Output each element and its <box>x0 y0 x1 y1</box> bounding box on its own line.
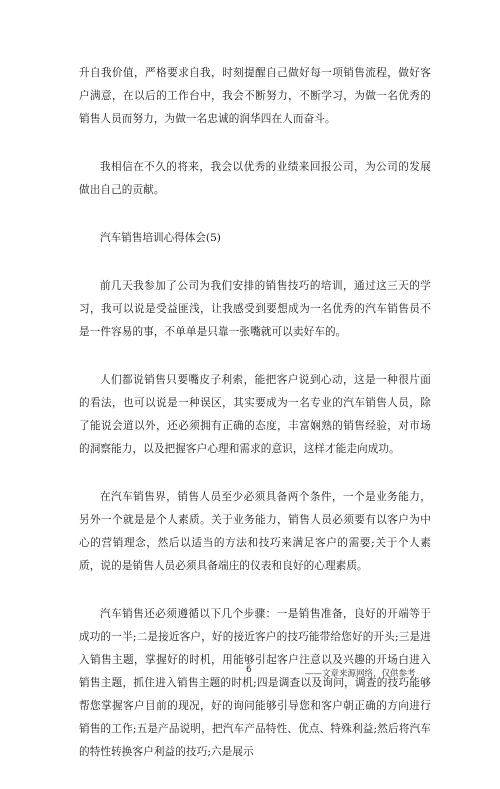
paragraph-sales-misconception: 人们都说销售只要嘴皮子利索，能把客户说到心动，这是一种很片面的看法，也可以说是一种误区，其实要成为一名专业的汽车销售人员，除了能说会道以外，还必须拥有正确的态度，丰富娴熟的销售经验，对市场的洞察能力，以及把握客户心理和需求的意识，这样才能走向成功。 <box>79 374 431 455</box>
paragraph-training-intro: 前几天我参加了公司为我们安排的销售技巧的培训，通过这三天的学习，我可以说是受益匪浅，让我感受到要想成为一名优秀的汽车销售员不是一件容易的事，不单单是只靠一张嘴就可以卖好车的。 <box>79 280 431 338</box>
footer-source-note: ——文章来源网络，仅供参考 <box>305 669 416 679</box>
page-footer <box>0 665 500 685</box>
page-number: 6 <box>246 665 252 675</box>
paragraph-commitment: 我相信在不久的将来，我会以优秀的业绩来回报公司，为公司的发展做出自己的贡献。 <box>79 161 431 196</box>
paragraph-sales-steps: 汽车销售还必须遵循以下几个步骤：一是销售准备，良好的开端等于成功的一半;二是接近客户，好的接近客户的技巧能带给您好的开头;三是进入销售主题，掌握好的时机，用能够引起客户注意以及兴趣的开场白进入销售主题，抓住进入销售主题的时机;四是调查以及询问，调查的技巧能够帮您掌握客户目前的现况，好的询问能够引导您和客户朝正确的方向进行销售的工作;五是产品说明，把汽车产品特性、优点、特殊利益;然后将汽车的特性转换客户利益的技巧;六是展示 <box>79 608 431 758</box>
paragraph-intro-continuation: 升自我价值，严格要求自我，时刻提醒自己做好每一项销售流程，做好客户满意，在以后的工作台中，我会不断努力，不断学习，为做一名优秀的销售人员而努力，为做一名忠诚的润华四在人而奋斗。 <box>79 67 431 125</box>
paragraph-sales-requirements: 在汽车销售界，销售人员至少必须具备两个条件，一个是业务能力，另外一个就是是个人素质。关于业务能力，销售人员必须要有以客户为中心的营销理念，然后以适当的方法和技巧来满足客户的需要;关于个人素质，说的是销售人员必须具备端庄的仪表和良好的心理素质。 <box>79 491 431 572</box>
section-heading: 汽车销售培训心得体会(5) <box>100 232 221 244</box>
